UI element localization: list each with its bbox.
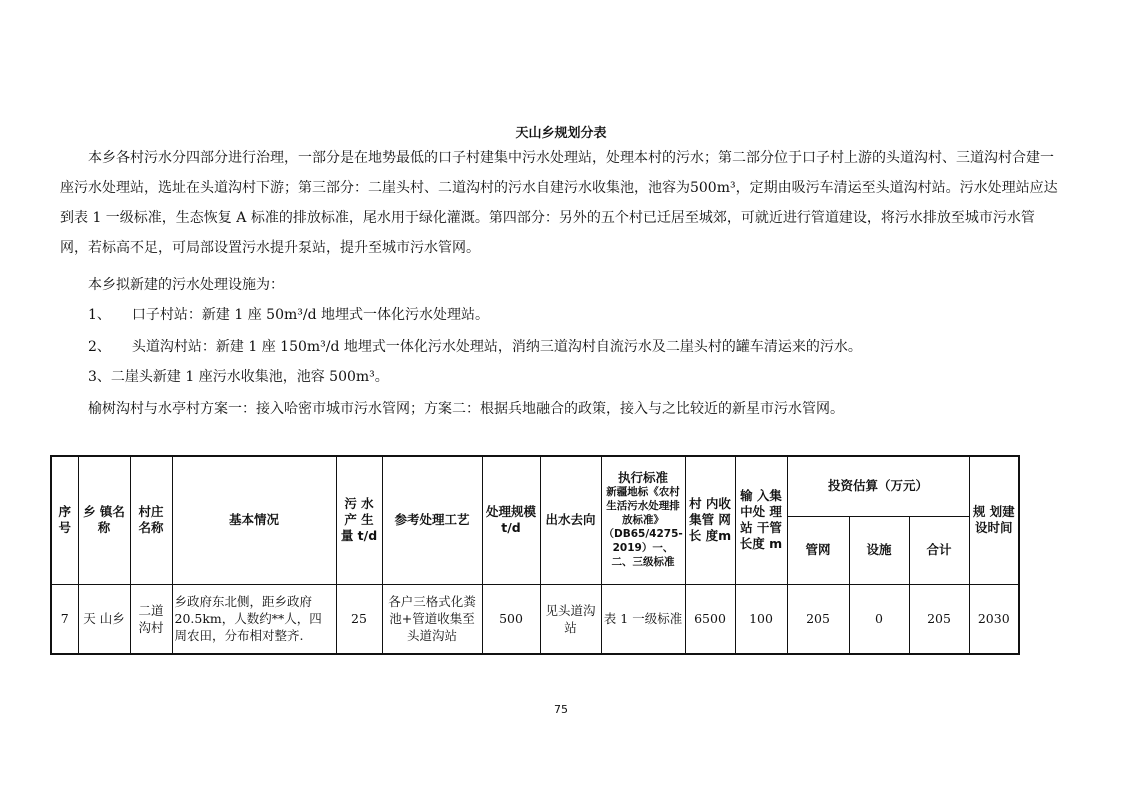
list-item-toudaogou-station: 2、 头道沟村站：新建 1 座 150m³/d 地埋式一体化污水处理站，消纳三道沟村自流污水及二崖头村的罐车清运来的污水。 xyxy=(88,339,862,355)
header-standard xyxy=(601,456,685,584)
cell-basic-info: 乡政府东北侧，距乡政府20.5km，人数约**人，四周农田，分布相对整齐. xyxy=(172,584,336,654)
page-number: 75 xyxy=(554,703,568,716)
cell-town: 天 山乡 xyxy=(78,584,130,654)
cell-standard: 表 1 一级标准 xyxy=(601,584,685,654)
header-investment-facility: 设施 xyxy=(849,516,909,584)
header-investment: 投资估算（万元） xyxy=(787,456,969,516)
header-transport-pipe-length: 输 入集 中处 理站 干管 长度 m xyxy=(735,456,787,584)
header-sewage-amount: 污 水产 生量 t/d xyxy=(336,456,382,584)
cell-plan-time: 2030 xyxy=(969,584,1019,654)
section-title: 天山乡规划分表 xyxy=(515,126,607,141)
cell-investment-pipe: 205 xyxy=(787,584,849,654)
header-basic-info: 基本情况 xyxy=(172,456,336,584)
header-plan-time: 规 划建 设时间 xyxy=(969,456,1019,584)
cell-seq: 7 xyxy=(51,584,78,654)
header-investment-total: 合计 xyxy=(909,516,969,584)
header-village-pipe-length: 村 内收 集管 网长 度m xyxy=(685,456,735,584)
cell-transport-pipe-length: 100 xyxy=(735,584,787,654)
cell-village-pipe-length: 6500 xyxy=(685,584,735,654)
list-item-eryatou-tank: 3、二崖头新建 1 座污水收集池，池容 500m³。 xyxy=(88,369,389,385)
cell-investment-total: 205 xyxy=(909,584,969,654)
table-row xyxy=(51,584,1019,654)
planning-table xyxy=(50,455,1020,655)
header-seq: 序号 xyxy=(51,456,78,584)
paragraph-yushugou-options: 榆树沟村与水亭村方案一：接入哈密市城市污水管网；方案二：根据兵地融合的政策，接入与之比较近的新星市污水管网。 xyxy=(88,401,844,417)
header-town: 乡 镇名称 xyxy=(78,456,130,584)
cell-sewage-amount: 25 xyxy=(336,584,382,654)
header-outlet: 出水去向 xyxy=(540,456,601,584)
list-item-kouzi-station: 1、 口子村站：新建 1 座 50m³/d 地埋式一体化污水处理站。 xyxy=(88,307,489,323)
cell-investment-facility: 0 xyxy=(849,584,909,654)
header-process: 参考处理工艺 xyxy=(382,456,482,584)
cell-outlet: 见头道沟站 xyxy=(540,584,601,654)
cell-village: 二道沟村 xyxy=(130,584,172,654)
header-standard-detail: 新疆地标《农村生活污水处理排放标准》（DB65/4275-2019）一、二、三级标准 xyxy=(603,486,683,569)
header-standard-title: 执行标准 xyxy=(617,470,668,486)
paragraph-new-facilities-intro: 本乡拟新建的污水处理设施为： xyxy=(88,277,284,293)
cell-process: 各户三格式化粪池+管道收集至头道沟站 xyxy=(382,584,482,654)
header-investment-pipe: 管网 xyxy=(787,516,849,584)
header-scale: 处理规模 t/d xyxy=(482,456,540,584)
paragraph-treatment-plan: 本乡各村污水分四部分进行治理，一部分是在地势最低的口子村建集中污水处理站，处理本村的污水；第二部分位于口子村上游的头道沟村、三道沟村合建一座污水处理站，选址在头道沟村下游；第三部分：二崖头村、二道沟村的污水自建污水收集池，池容为500m³，定期由吸污车清运至头道沟村站。污水处理站应达到表 1 一级标准，生态恢复 A 标准的排放标准，尾水用于绿化灌溉。第四部分：另外的五个村已迁居至城郊，可就近进行管道建设，将污水排放至城市污水管网，若标高不足，可局部设置污水提升泵站，提升至城市污水管网。 xyxy=(60,150,1058,256)
header-village: 村庄名称 xyxy=(130,456,172,584)
cell-scale: 500 xyxy=(482,584,540,654)
